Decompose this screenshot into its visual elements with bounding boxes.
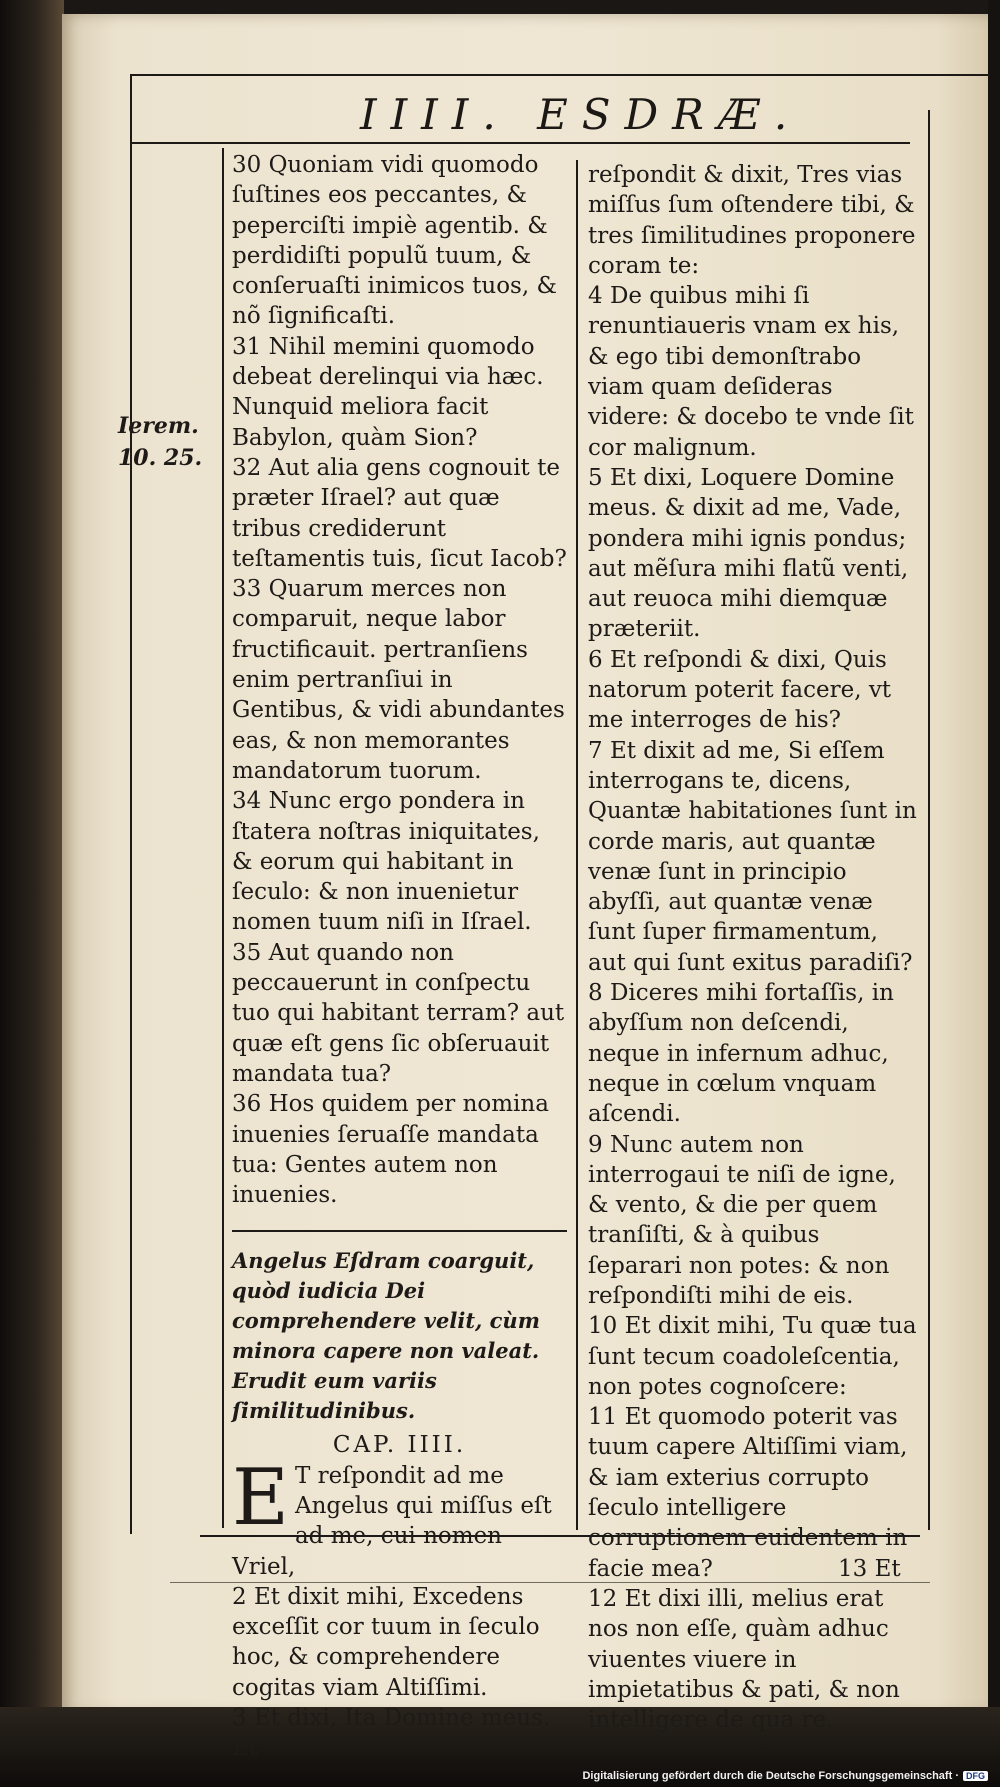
verse-paragraph: 8 Diceres mihi fortaſſis, in abyſſum non deſcendi, neque in infernum adhuc, neque in cœlum vnquam aſcendi.: [588, 980, 894, 1128]
verse-paragraph: 5 Et dixi, Loquere Domine meus. & dixit ad me, Vade, pondera mihi ignis pondus; aut mẽſura mihi flatũ venti, aut reuoca mihi diemquæ præteriit.: [588, 464, 909, 643]
drop-cap: E: [232, 1452, 289, 1543]
scan-border-right: [988, 0, 1000, 1787]
book-spine-edge: [0, 0, 64, 1787]
column-divider-middle: [576, 160, 578, 1530]
header-rule: [130, 142, 910, 144]
verse-paragraph: 9 Nunc autem non interrogaui te niſi de igne, & vento, & die per quem tranſiſti, & à quibus ſeparari non potes: & non reſpondiſti mihi de eis.: [588, 1131, 896, 1309]
dfg-logo-icon: DFG: [963, 1771, 988, 1781]
verse-paragraph: 32 Aut alia gens cognouit te præter Iſrael? aut quæ tribus crediderunt teſtamentis tuis, ſicut Iacob?: [232, 454, 567, 572]
margin-reference: Ierem. 10. 25.: [118, 413, 203, 471]
chapter-summary: Angelus Eſdram coarguit, quòd iudicia Dei comprehendere velit, cùm minora capere non valeat. Erudit eum variis ſimilitudinibus.: [232, 1230, 567, 1426]
chapter-opening: E T reſpondit ad me Angelus qui miſſus eſt ad me, cui nomen Vriel,: [232, 1452, 552, 1580]
column-divider-right: [928, 110, 930, 1530]
top-rule: [130, 74, 990, 76]
verse-paragraph: 6 Et reſpondi & dixi, Quis natorum poterit facere, vt me interroges de his?: [588, 646, 892, 734]
verse-paragraph: 30 Quoniam vidi quomodo ſuſtines eos peccantes, & peperciſti impiè agentib. & perdidiſti populũ tuum, & conſeruaſti inimicos tuos, & nõ ſignificaſti.: [232, 152, 557, 330]
verse-paragraph: 11 Et quomodo poterit vas tuum capere Altiſſimi viam, & iam exterius corrupto ſeculo intelligere corruptionem euidentem in facie mea?: [588, 1404, 908, 1582]
verse-paragraph: 3 Et dixi, Ita Domine meus. Et: [232, 1705, 551, 1762]
left-column: [232, 150, 567, 1764]
catchword: 13 Et: [838, 1556, 901, 1582]
column-divider-left: [222, 148, 224, 1528]
verse-paragraph: 36 Hos quidem per nomina inuenies ſeruaſſe mandata tua: Gentes autem non inuenies.: [232, 1091, 549, 1209]
verse-paragraph: 35 Aut quando non peccauerunt in conſpectu tuo qui habitant terram? aut quæ eſt gens ſic obſeruauit mandata tua?: [232, 939, 565, 1087]
verse-paragraph: 7 Et dixit ad me, Si eſſem interrogans te, dicens, Quantæ habitationes ſunt in corde maris, aut quantæ venæ ſunt in principio abyſſi, aut quantæ venæ ſunt ſuper firmamentum, aut qui ſunt exitus paradiſi?: [588, 737, 917, 976]
chapter-heading: CAP. IIII.: [332, 1432, 467, 1459]
verse-paragraph: 2 Et dixit mihi, Excedens exceſſit cor tuum in ſeculo hoc, & comprehendere cogitas viam Altiſſimi.: [232, 1583, 540, 1701]
verse-paragraph: 33 Quarum merces non comparuit, neque labor fructificauit. pertranſiens enim pertranſiui in Gentibus, & vidi abundantes eas, & non memorantes mandatorum tuorum.: [232, 576, 565, 784]
outer-frame-left: [130, 74, 132, 1534]
verse-paragraph: 4 De quibus mihi ſi renuntiaueris vnam ex his, & ego tibi demonſtrabo viam quam deſideras videre: & docebo te vnde ſit cor malignum.: [588, 283, 914, 461]
verse-paragraph: 10 Et dixit mihi, Tu quæ tua ſunt tecum coadoleſcentia, non potes cognoſcere:: [588, 1313, 917, 1400]
verse-paragraph: 34 Nunc ergo pondera in ſtatera noſtras iniquitates, & eorum qui habitant in ſeculo: & non inuenietur nomen tuum niſi in Iſrael.: [232, 788, 540, 936]
verse-paragraph: 12 Et dixi illi, melius erat nos non eſſe, quàm adhuc viuentes viuere in impietatibus & pati, & non intelligere de qua re.: [588, 1585, 900, 1734]
verse-paragraph: reſpondit & dixit, Tres vias miſſus ſum oſtendere tibi, & tres ſimilitudines proponere coram te:: [588, 162, 916, 279]
right-column: [588, 160, 920, 1735]
digitization-credit: Digitalisierung gefördert durch die Deutsche Forschungsgemeinschaft · DFG: [582, 1770, 988, 1782]
running-header: IIII. ESDRÆ.: [360, 90, 802, 139]
verse-paragraph: 31 Nihil memini quomodo debeat derelinqui via hæc. Nunquid meliora facit Babylon, quàm Sion?: [232, 333, 544, 451]
